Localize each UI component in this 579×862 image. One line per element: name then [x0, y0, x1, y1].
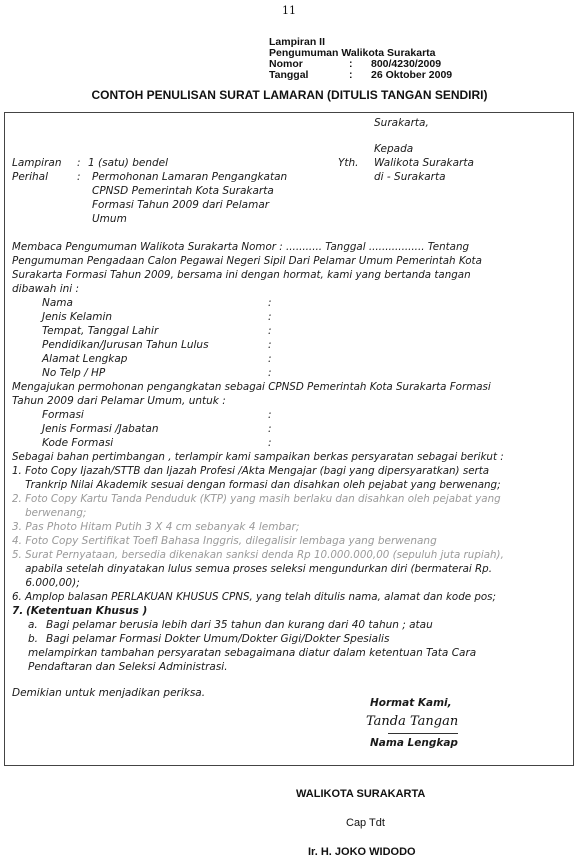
yth-label: Yth. — [338, 157, 359, 169]
perihal-line: CPNSD Pemerintah Kota Surakarta — [92, 185, 274, 197]
field-kode-formasi: Kode Formasi — [42, 437, 114, 449]
tanggal-value: 26 Oktober 2009 — [371, 69, 453, 81]
intro-line: Membaca Pengumuman Walikota Surakarta Nomor : ........... Tanggal ................. Tentang — [12, 241, 470, 253]
lampiran-label: Lampiran — [12, 157, 62, 169]
requirement-7-title: (Ketentuan Khusus ) — [26, 605, 148, 617]
requirement-7-cont: melampirkan tambahan persyaratan sebagaimana diatur dalam ketentuan Tata Cara — [28, 647, 477, 659]
requirement-7b: Bagi pelamar Formasi Dokter Umum/Dokter Gigi/Dokter Spesialis — [46, 633, 390, 645]
lampiran-value: 1 (satu) bendel — [88, 157, 169, 169]
field-alamat: Alamat Lengkap — [42, 353, 128, 365]
tanggal-sep: : — [349, 69, 353, 81]
field-sep: : — [268, 437, 272, 449]
intro-line: Pengumuman Pengadaan Calon Pegawai Negeri Sipil Dari Pelamar Umum Pemerintah Kota — [12, 255, 482, 267]
perihal-line: Formasi Tahun 2009 dari Pelamar — [92, 199, 270, 211]
perihal-line: Permohonan Lamaran Pengangkatan — [92, 171, 288, 183]
intro-line: dibawah ini : — [12, 283, 80, 295]
apply-line: Mengajukan permohonan pengangkatan sebagai CPNSD Pemerintah Kota Surakarta Formasi — [12, 381, 491, 393]
recipient: Walikota Surakarta — [374, 157, 474, 169]
nomor-value: 800/4230/2009 — [371, 58, 442, 70]
field-jenis-kelamin: Jenis Kelamin — [42, 311, 113, 323]
footer-name: Ir. H. JOKO WIDODO — [308, 846, 416, 858]
footer-office: WALIKOTA SURAKARTA — [296, 788, 426, 800]
field-sep: : — [268, 311, 272, 323]
field-telp: No Telp / HP — [42, 367, 106, 379]
requirement-2: 2. Foto Copy Kartu Tanda Penduduk (KTP) yang masih berlaku dan disahkan oleh pejabat yang — [12, 493, 501, 505]
attachment-line2: Pengumuman Walikota Surakarta — [269, 47, 436, 59]
field-jenis-formasi: Jenis Formasi /Jabatan — [42, 423, 159, 435]
lampiran-sep: : — [77, 157, 81, 169]
requirement-7-number: 7. — [12, 605, 24, 617]
requirement-7a-mark: a. — [28, 619, 38, 631]
apply-line: Tahun 2009 dari Pelamar Umum, untuk : — [12, 395, 226, 407]
field-formasi: Formasi — [42, 409, 84, 421]
field-sep: : — [268, 339, 272, 351]
field-nama: Nama — [42, 297, 73, 309]
field-sep: : — [268, 409, 272, 421]
field-sep: : — [268, 325, 272, 337]
field-sep: : — [268, 367, 272, 379]
field-ttl: Tempat, Tanggal Lahir — [42, 325, 159, 337]
requirement-5: 6.000,00); — [12, 577, 80, 589]
requirement-7b-mark: b. — [28, 633, 39, 645]
closing-line: Demikian untuk menjadikan periksa. — [12, 687, 206, 699]
field-sep: : — [268, 353, 272, 365]
requirement-1: 1. Foto Copy Ijazah/STTB dan Ijazah Profesi /Akta Mengajar (bagi yang dipersyaratkan) serta — [12, 465, 490, 477]
tanggal-label: Tanggal — [269, 69, 309, 81]
recipient-place: di - Surakarta — [374, 171, 446, 183]
requirement-5: apabila setelah dinyatakan lulus semua proses seleksi mengundurkan diri (bermaterai Rp. — [12, 563, 492, 575]
kepada: Kepada — [374, 143, 414, 155]
signature-line — [388, 733, 458, 734]
city-date: Surakarta, — [374, 117, 429, 129]
requirement-7-cont: Pendaftaran dan Seleksi Administrasi. — [28, 661, 228, 673]
attachment-line1: Lampiran II — [269, 36, 326, 48]
regards: Hormat Kami, — [370, 697, 452, 709]
document-title: CONTOH PENULISAN SURAT LAMARAN (DITULIS TANGAN SENDIRI) — [91, 88, 488, 102]
consider-line: Sebagai bahan pertimbangan , terlampir kami sampaikan berkas persyaratan sebagai berikut : — [12, 451, 504, 463]
requirement-5: 5. Surat Pernyataan, bersedia dikenakan sanksi denda Rp 10.000.000,00 (sepuluh juta rupiah), — [12, 549, 504, 561]
nomor-sep: : — [349, 58, 353, 70]
perihal-line: Umum — [92, 213, 127, 225]
page-number: 11 — [282, 4, 296, 17]
requirement-2: berwenang; — [12, 507, 87, 519]
field-sep: : — [268, 423, 272, 435]
intro-line: Surakarta Formasi Tahun 2009, bersama ini dengan hormat, kami yang bertanda tangan — [12, 269, 471, 281]
requirement-6: 6. Amplop balasan PERLAKUAN KHUSUS CPNS, yang telah ditulis nama, alamat dan kode pos; — [12, 591, 497, 603]
requirement-4: 4. Foto Copy Sertifikat Toefl Bahasa Inggris, dilegalisir lembaga yang berwenang — [12, 535, 437, 547]
requirement-3: 3. Pas Photo Hitam Putih 3 X 4 cm sebanyak 4 lembar; — [12, 521, 300, 533]
requirement-1: Trankrip Nilai Akademik sesuai dengan formasi dan disahkan oleh pejabat yang berwenang; — [12, 479, 501, 491]
footer-stamp: Cap Tdt — [346, 817, 385, 829]
nomor-label: Nomor — [269, 58, 303, 70]
signer-name: Nama Lengkap — [370, 737, 458, 749]
perihal-sep: : — [77, 171, 81, 183]
field-sep: : — [268, 297, 272, 309]
field-pendidikan: Pendidikan/Jurusan Tahun Lulus — [42, 339, 209, 351]
requirement-7a: Bagi pelamar berusia lebih dari 35 tahun dan kurang dari 40 tahun ; atau — [46, 619, 433, 631]
signature: Tanda Tangan — [366, 714, 459, 729]
perihal-label: Perihal — [12, 171, 49, 183]
